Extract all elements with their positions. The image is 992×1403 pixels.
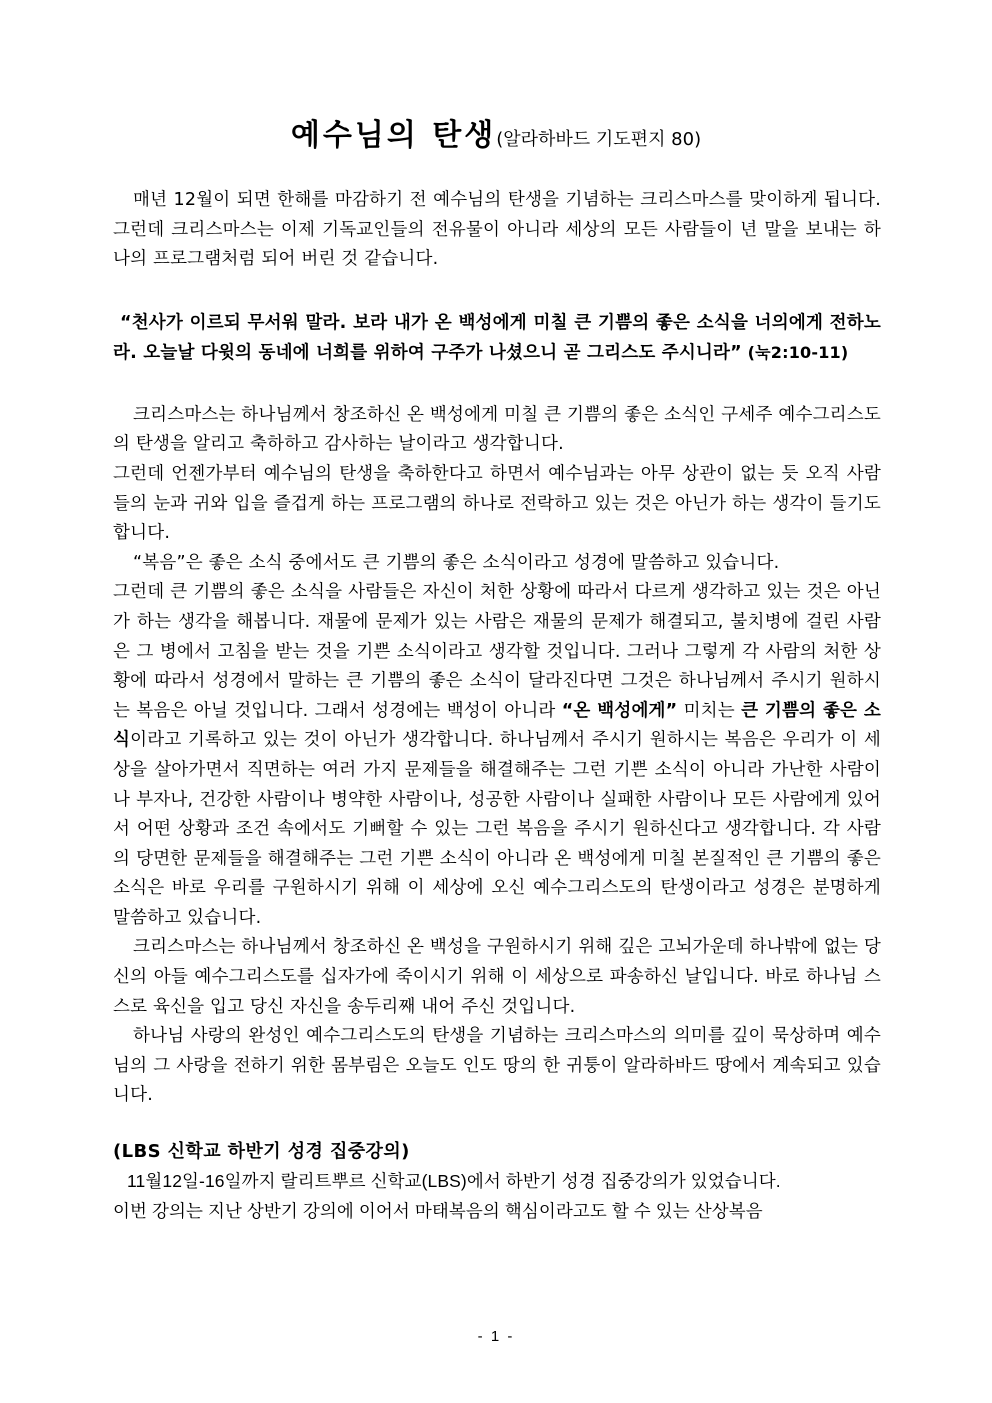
- document-body: [113, 186, 881, 1226]
- scripture-reference: (눅2:10-11): [741, 342, 849, 362]
- section-heading-lbs: (LBS 신학교 하반기 성경 집중강의): [113, 1141, 410, 1163]
- scripture-quote: [113, 308, 881, 368]
- paragraph-christmas-meaning: 크리스마스는 하나님께서 창조하신 온 백성에게 미칠 큰 기쁨의 좋은 소식인 구세주 예수그리스도의 탄생을 알리고 축하하고 감사하는 날이라고 생각합니다.: [113, 404, 881, 455]
- paragraph-intro: 매년 12월이 되면 한해를 마감하기 전 예수님의 탄생을 기념하는 크리스마스를 맞이하게 됩니다. 그런데 크리스마스는 이제 기독교인들의 전유물이 아니라 세상의 모든 사람들이 년 말을 보내는 하나의 프로그램처럼 되어 버린 것 같습니다.: [113, 190, 881, 270]
- emphasis-great-joy-good-news: 큰 기쁨의 좋은 소식: [113, 700, 881, 751]
- page-title: [0, 110, 992, 154]
- spacer: [113, 1111, 881, 1137]
- page-title-main: 예수님의 탄생: [290, 118, 497, 153]
- emphasis-all-people: “온 백성에게”: [561, 700, 678, 721]
- paragraph-lbs-content: 이번 강의는 지난 상반기 강의에 이어서 마태복음의 핵심이라고도 할 수 있는 산상복음: [113, 1201, 763, 1222]
- paragraph-good-news-exposition: [113, 578, 881, 933]
- paragraph-concern: 그런데 언젠가부터 예수님의 탄생을 축하한다고 하면서 예수님과는 아무 상관이 없는 듯 오직 사람들의 눈과 귀와 입을 즐겁게 하는 프로그램의 하나로 전락하고 있는 것은 아닌가 하는 생각이 들기도 합니다.: [113, 463, 881, 544]
- scripture-quote-text: “천사가 이르되 무서워 말라. 보라 내가 온 백성에게 미칠 큰 기쁨의 좋은 소식을 너의에게 전하노라. 오늘날 다윗의 동네에 너희를 위하여 구주가 나셨으니 곧 그리스도 주시니라”: [113, 312, 881, 363]
- page-title-subtitle: (알라하바드 기도편지 80): [496, 129, 702, 150]
- paragraph-part-a: 그런데 큰 기쁨의 좋은 소식을 사람들은 자신이 처한 상황에 따라서 다르게 생각하고 있는 것은 아닌가 하는 생각을 해봅니다. 재물에 문제가 있는 사람은 재물의 문제가 해결되고, 불치병에 걸린 사람은 그 병에서 고침을 받는 것을 기쁜 소식이라고 생각할 것입니다. 그러나 그렇게 각 사람의 처한 상황에 따라서 성경에서 말하는 큰 기쁨의 좋은 소식이 달라진다면 그것은 하나님께서 주시기 원하시는 복음은 아닐 것입니다. 그래서 성경에는 백성이 아니라: [113, 582, 881, 721]
- paragraph-part-b: 미치는: [677, 700, 742, 721]
- paragraph-cross-sending: 크리스마스는 하나님께서 창조하신 온 백성을 구원하시기 위해 깊은 고뇌가운데 하나밖에 없는 당신의 아들 예수그리스도를 십자가에 죽이시기 위해 이 세상으로 파송하신 날입니다. 바로 하나님 스스로 육신을 입고 당신 자신을 송두리째 내어 주신 것입니다.: [113, 937, 881, 1017]
- paragraph-gospel-definition: “복음”은 좋은 소식 중에서도 큰 기쁨의 좋은 소식이라고 성경에 말씀하고 있습니다.: [133, 552, 780, 573]
- paragraph-allahabad-ministry: 하나님 사랑의 완성인 예수그리스도의 탄생을 기념하는 크리스마스의 의미를 깊이 묵상하며 예수님의 그 사랑을 전하기 위한 몸부림은 오늘도 인도 땅의 한 귀퉁이 알라하바드 땅에서 계속되고 있습니다.: [113, 1026, 881, 1106]
- page-number-footer: - 1 -: [477, 1328, 515, 1345]
- paragraph-part-c: 이라고 기록하고 있는 것이 아닌가 생각합니다. 하나님께서 주시기 원하시는 복음은 우리가 이 세상을 살아가면서 직면하는 여러 가지 문제들을 해결해주는 그런 기쁜 소식이 아니라 가난한 사람이나 부자나, 건강한 사람이나 병약한 사람이나, 성공한 사람이나 실패한 사람이나 모든 사람에게 있어서 어떤 상황과 조건 속에서도 기뻐할 수 있는 그런 복음을 주시기 원하신다고 생각합니다. 각 사람의 당면한 문제들을 해결해주는 그런 기쁜 소식이 아니라 온 백성에게 미칠 본질적인 큰 기쁨의 좋은 소식은 바로 우리를 구원하시기 위해 이 세상에 오신 예수그리스도의 탄생이라고 성경은 분명하게 말씀하고 있습니다.: [113, 730, 881, 928]
- spacer: [113, 368, 881, 401]
- paragraph-lbs-dates: 11월12일-16일까지 랄리트뿌르 신학교(LBS)에서 하반기 성경 집중강의가 있었습니다.: [127, 1171, 781, 1192]
- spacer: [113, 275, 881, 308]
